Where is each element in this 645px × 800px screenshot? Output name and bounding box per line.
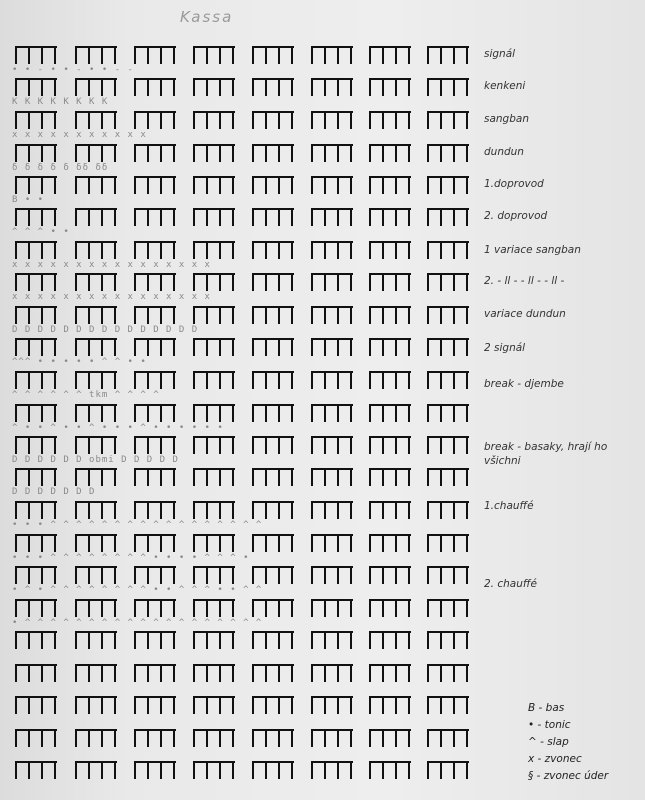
measure-bar	[16, 241, 57, 259]
measure-bar	[194, 631, 235, 649]
measure-bar	[312, 664, 353, 682]
measure-bar	[312, 144, 353, 162]
legend-item: • - tonic	[528, 719, 571, 731]
measure-bar	[370, 404, 411, 422]
staff-row	[0, 78, 645, 108]
legend	[528, 700, 608, 785]
rhythm-marks	[12, 650, 482, 662]
measure-bar	[194, 761, 235, 779]
measure-bar	[312, 241, 353, 259]
measure-bar	[76, 144, 117, 162]
measure-bar	[428, 696, 469, 714]
measure-bar	[428, 729, 469, 747]
measure-bar	[428, 404, 469, 422]
measure-bar	[76, 696, 117, 714]
measure-bar	[428, 241, 469, 259]
measure-bar	[370, 371, 411, 389]
measure-bar	[135, 144, 176, 162]
measure-bar	[135, 273, 176, 291]
measure-bar	[253, 501, 294, 519]
row-label: variace dundun	[484, 308, 566, 320]
measure-bar	[76, 338, 117, 356]
measure-bar	[428, 78, 469, 96]
measure-bar	[194, 468, 235, 486]
measure-bar	[370, 208, 411, 226]
row-label: signál	[484, 48, 516, 60]
measure-bar	[16, 371, 57, 389]
measure-bar	[194, 534, 235, 552]
row-label: 1 variace sangban	[484, 244, 581, 256]
page-title: Kassa	[180, 8, 234, 26]
legend-item: B - bas	[528, 702, 565, 714]
legend-item: § - zvonec úder	[528, 770, 609, 782]
measure-bar	[16, 306, 57, 324]
measure-bar	[16, 696, 57, 714]
rhythm-marks: K K K K K K K K	[12, 97, 109, 107]
staff-row	[0, 501, 645, 531]
measure-bar	[16, 631, 57, 649]
measure-bar	[135, 436, 176, 454]
measure-bar	[428, 566, 469, 584]
measure-bar	[76, 566, 117, 584]
rhythm-marks	[12, 715, 482, 727]
legend-item: ^ - slap	[528, 736, 569, 748]
rhythm-marks: δ δ δ δ δ δδ δδ	[12, 163, 109, 173]
rhythm-marks	[12, 748, 482, 760]
staff-row	[0, 404, 645, 434]
rhythm-marks: x x x x x x x x x x x	[12, 130, 147, 140]
measure-bar	[253, 176, 294, 194]
measure-bar	[428, 338, 469, 356]
measure-bar	[76, 501, 117, 519]
measure-bar	[135, 631, 176, 649]
measure-bar	[16, 111, 57, 129]
measure-bar	[135, 176, 176, 194]
measure-bar	[194, 436, 235, 454]
measure-bar	[428, 46, 469, 64]
rhythm-marks	[12, 780, 482, 792]
measure-bar	[194, 566, 235, 584]
measure-bar	[76, 241, 117, 259]
measure-bar	[253, 46, 294, 64]
measure-bar	[428, 371, 469, 389]
measure-bar	[370, 176, 411, 194]
measure-bar	[135, 501, 176, 519]
measure-bar	[76, 404, 117, 422]
measure-bar	[370, 241, 411, 259]
measure-bar	[253, 761, 294, 779]
measure-bar	[76, 761, 117, 779]
measure-bar	[312, 371, 353, 389]
staff-row	[0, 144, 645, 174]
staff-row	[0, 46, 645, 76]
staff-row	[0, 208, 645, 238]
measure-bar	[312, 599, 353, 617]
measure-bar	[312, 208, 353, 226]
rhythm-marks: ^ ^ ^ • •	[12, 227, 70, 237]
measure-bar	[370, 696, 411, 714]
measure-bar	[312, 338, 353, 356]
rhythm-marks: • ^ • ^ ^ ^ ^ ^ ^ ^ ^ • • ^ ^ ^ • • ^ ^	[12, 585, 263, 595]
measure-bar	[370, 468, 411, 486]
measure-bar	[312, 273, 353, 291]
measure-bar	[16, 176, 57, 194]
measure-bar	[312, 46, 353, 64]
rhythm-marks: • • • ^ ^ ^ ^ ^ ^ ^ ^ • • • • ^ ^ ^ •	[12, 553, 250, 563]
measure-bar	[135, 46, 176, 64]
measure-bar	[16, 273, 57, 291]
measure-bar	[253, 696, 294, 714]
measure-bar	[312, 631, 353, 649]
measure-bar	[370, 436, 411, 454]
measure-bar	[428, 176, 469, 194]
measure-bar	[312, 501, 353, 519]
measure-bar	[312, 176, 353, 194]
staff-row	[0, 534, 645, 564]
measure-bar	[253, 241, 294, 259]
measure-bar	[312, 761, 353, 779]
rhythm-marks: B • •	[12, 195, 45, 205]
measure-bar	[312, 566, 353, 584]
measure-bar	[76, 468, 117, 486]
measure-bar	[428, 501, 469, 519]
rhythm-marks	[12, 683, 482, 695]
rhythm-marks: D D D D D D D	[12, 487, 96, 497]
measure-bar	[194, 176, 235, 194]
rhythm-marks: x x x x x x x x x x x x x x x x	[12, 260, 211, 270]
row-label: 2 signál	[484, 342, 526, 354]
measure-bar	[76, 46, 117, 64]
legend-item: x - zvonec	[528, 753, 582, 765]
row-label: 2. chauffé	[484, 578, 537, 590]
rhythm-marks: ^ ^ ^ ^ ^ ^ tkm ^ ^ ^ ^	[12, 390, 160, 400]
row-label: 1.chauffé	[484, 500, 534, 512]
measure-bar	[135, 468, 176, 486]
measure-bar	[16, 501, 57, 519]
measure-bar	[76, 631, 117, 649]
row-label: 2. - ll - - ll - - ll -	[484, 275, 565, 287]
staff-row	[0, 111, 645, 141]
measure-bar	[135, 208, 176, 226]
staff-row	[0, 176, 645, 206]
measure-bar	[253, 111, 294, 129]
row-label: sangban	[484, 113, 529, 125]
measure-bar	[428, 273, 469, 291]
rhythm-marks: • • - • • - • • - -	[12, 65, 134, 75]
measure-bar	[135, 111, 176, 129]
rhythm-marks: ^^^ • • • • • ^ ^ • •	[12, 357, 147, 367]
row-label: 2. doprovod	[484, 210, 548, 222]
measure-bar	[16, 144, 57, 162]
measure-bar	[312, 306, 353, 324]
measure-bar	[76, 664, 117, 682]
measure-bar	[16, 599, 57, 617]
measure-bar	[76, 176, 117, 194]
measure-bar	[194, 241, 235, 259]
measure-bar	[312, 534, 353, 552]
measure-bar	[135, 371, 176, 389]
measure-bar	[253, 566, 294, 584]
measure-bar	[194, 144, 235, 162]
measure-bar	[76, 371, 117, 389]
measure-bar	[194, 306, 235, 324]
measure-bar	[253, 599, 294, 617]
measure-bar	[194, 404, 235, 422]
row-label: break - basaky, hrají ho všichni	[484, 441, 608, 467]
measure-bar	[16, 664, 57, 682]
measure-bar	[194, 501, 235, 519]
measure-bar	[370, 761, 411, 779]
measure-bar	[253, 664, 294, 682]
measure-bar	[370, 599, 411, 617]
measure-bar	[194, 46, 235, 64]
measure-bar	[76, 534, 117, 552]
measure-bar	[428, 664, 469, 682]
row-label: 1.doprovod	[484, 178, 544, 190]
measure-bar	[370, 273, 411, 291]
measure-bar	[16, 761, 57, 779]
measure-bar	[370, 306, 411, 324]
staff-row	[0, 631, 645, 661]
measure-bar	[194, 111, 235, 129]
measure-bar	[194, 273, 235, 291]
measure-bar	[135, 78, 176, 96]
measure-bar	[370, 729, 411, 747]
row-label: kenkeni	[484, 80, 526, 92]
measure-bar	[135, 729, 176, 747]
measure-bar	[312, 729, 353, 747]
staff-row	[0, 599, 645, 629]
measure-bar	[253, 338, 294, 356]
measure-bar	[76, 306, 117, 324]
rhythm-marks: ^ • • ^ • • ^ • • • ^ • • • • • •	[12, 423, 224, 433]
measure-bar	[194, 338, 235, 356]
measure-bar	[253, 371, 294, 389]
measure-bar	[370, 501, 411, 519]
measure-bar	[135, 664, 176, 682]
measure-bar	[16, 436, 57, 454]
measure-bar	[370, 338, 411, 356]
staff-row	[0, 338, 645, 368]
measure-bar	[312, 468, 353, 486]
measure-bar	[76, 208, 117, 226]
measure-bar	[312, 404, 353, 422]
measure-bar	[16, 78, 57, 96]
measure-bar	[135, 338, 176, 356]
measure-bar	[428, 436, 469, 454]
measure-bar	[370, 111, 411, 129]
measure-bar	[135, 761, 176, 779]
staff-row	[0, 566, 645, 596]
measure-bar	[253, 404, 294, 422]
measure-bar	[194, 78, 235, 96]
measure-bar	[135, 404, 176, 422]
measure-bar	[76, 729, 117, 747]
measure-bar	[253, 436, 294, 454]
measure-bar	[253, 273, 294, 291]
measure-bar	[428, 534, 469, 552]
measure-bar	[76, 436, 117, 454]
measure-bar	[16, 534, 57, 552]
measure-bar	[253, 306, 294, 324]
measure-bar	[312, 78, 353, 96]
measure-bar	[253, 534, 294, 552]
measure-bar	[428, 761, 469, 779]
measure-bar	[16, 566, 57, 584]
measure-bar	[253, 144, 294, 162]
measure-bar	[194, 664, 235, 682]
measure-bar	[16, 468, 57, 486]
measure-bar	[253, 631, 294, 649]
staff-row	[0, 468, 645, 498]
measure-bar	[312, 111, 353, 129]
rhythm-marks: D D D D D D obmi D D D D D	[12, 455, 179, 465]
measure-bar	[370, 46, 411, 64]
measure-bar	[253, 208, 294, 226]
measure-bar	[370, 78, 411, 96]
measure-bar	[428, 144, 469, 162]
measure-bar	[76, 599, 117, 617]
measure-bar	[135, 566, 176, 584]
row-label: dundun	[484, 146, 524, 158]
measure-bar	[253, 729, 294, 747]
measure-bar	[428, 111, 469, 129]
measure-bar	[76, 111, 117, 129]
rhythm-marks: x x x x x x x x x x x x x x x x	[12, 292, 211, 302]
staff-row	[0, 664, 645, 694]
rhythm-marks: • ^ ^ ^ ^ ^ ^ ^ ^ ^ ^ ^ ^ ^ ^ ^ ^ ^ ^ ^	[12, 618, 263, 628]
measure-bar	[194, 371, 235, 389]
measure-bar	[428, 306, 469, 324]
measure-bar	[428, 208, 469, 226]
measure-bar	[428, 631, 469, 649]
measure-bar	[194, 696, 235, 714]
measure-bar	[135, 599, 176, 617]
measure-bar	[253, 468, 294, 486]
measure-bar	[16, 46, 57, 64]
rhythm-marks: • • • ^ ^ ^ ^ ^ ^ ^ ^ ^ ^ ^ ^ ^ ^ ^ ^ ^	[12, 520, 263, 530]
measure-bar	[312, 436, 353, 454]
measure-bar	[253, 78, 294, 96]
measure-bar	[370, 144, 411, 162]
measure-bar	[370, 664, 411, 682]
measure-bar	[16, 208, 57, 226]
measure-bar	[194, 208, 235, 226]
measure-bar	[76, 78, 117, 96]
measure-bar	[76, 273, 117, 291]
measure-bar	[194, 599, 235, 617]
measure-bar	[135, 696, 176, 714]
rhythm-marks: D D D D D D D D D D D D D D D	[12, 325, 199, 335]
measure-bar	[135, 534, 176, 552]
measure-bar	[16, 338, 57, 356]
measure-bar	[135, 241, 176, 259]
measure-bar	[428, 599, 469, 617]
row-label: break - djembe	[484, 378, 564, 390]
measure-bar	[194, 729, 235, 747]
measure-bar	[428, 468, 469, 486]
measure-bar	[312, 696, 353, 714]
measure-bar	[16, 729, 57, 747]
measure-bar	[370, 566, 411, 584]
measure-bar	[370, 631, 411, 649]
measure-bar	[370, 534, 411, 552]
measure-bar	[16, 404, 57, 422]
measure-bar	[135, 306, 176, 324]
